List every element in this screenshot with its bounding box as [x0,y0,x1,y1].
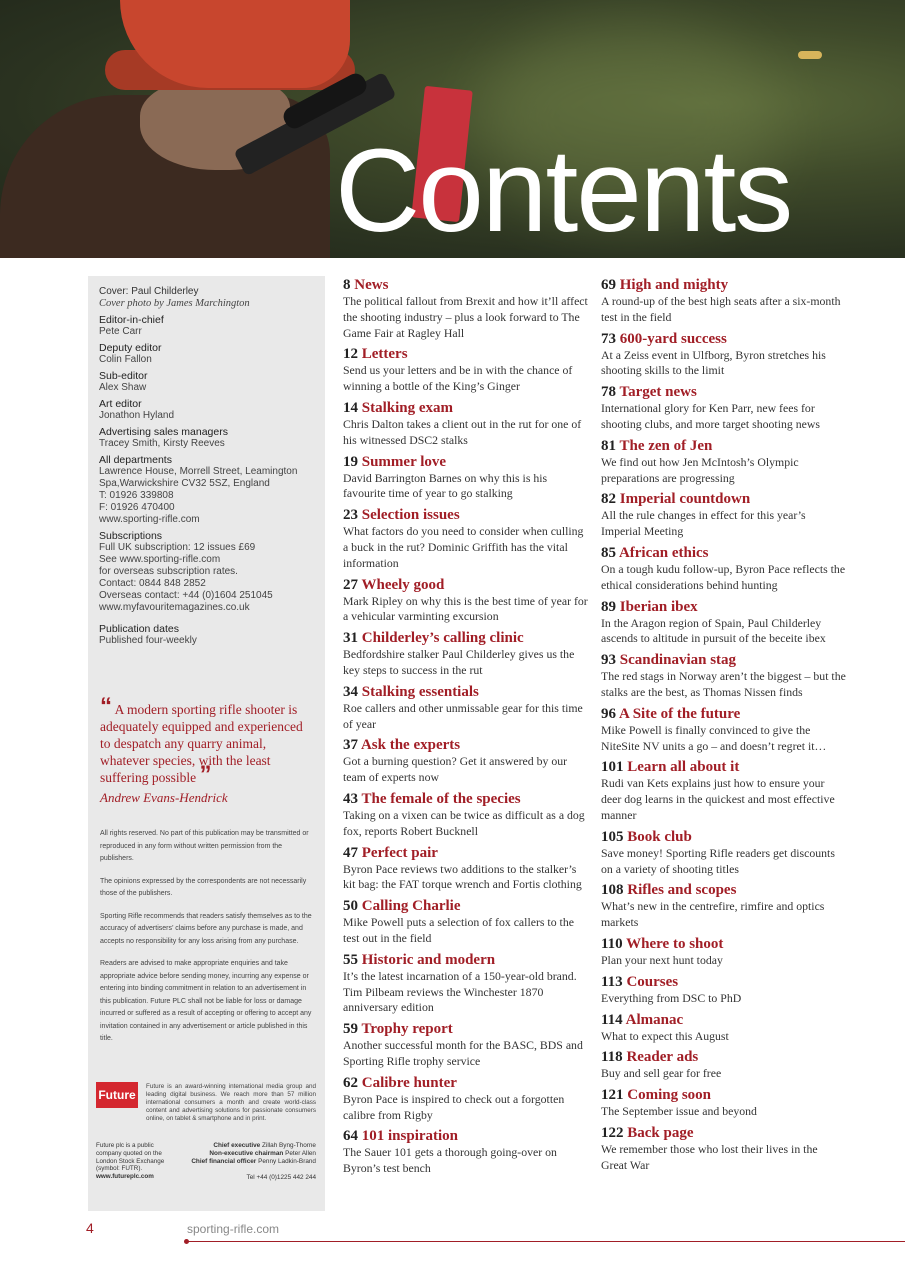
contents-entry[interactable] [343,683,588,733]
entry-page-number: 31 [343,630,358,647]
footer-url[interactable]: sporting-rifle.com [187,1222,280,1236]
entry-heading [343,629,588,647]
entry-title: 101 inspiration [361,1128,459,1145]
legal-paragraph: All rights reserved. No part of this publication may be transmitted or reproduced in any form without written permission from the publishers. [100,830,309,862]
entry-page-number: 12 [343,346,358,363]
entry-page-number: 78 [601,384,616,401]
credit-name: Alex Shaw [99,382,147,393]
entry-description: The political fallout from Brexit and how it’ll affect the shooting industry – plus a look forward to The Game Fair at Ragley Hall [343,294,588,340]
entry-description: Bedfordshire stalker Paul Childerley gives us the key steps to success in the rut [343,647,575,677]
entry-heading [343,1127,588,1145]
entry-heading [343,399,588,417]
credit-name: Jonathon Hyland [99,410,175,421]
entry-description: Send us your letters and be in with the chance of winning a bottle of the King’s Ginger [343,363,573,394]
entry-heading [601,276,846,294]
entry-heading [601,705,846,723]
contents-entry[interactable] [601,1124,846,1174]
future-url[interactable]: www.futureplc.com [96,1173,154,1181]
entry-description: Roe callers and other unmissable gear for this time of year [343,700,583,731]
entry-heading [343,576,588,594]
entry-page-number: 55 [343,951,358,968]
contents-entry[interactable] [343,790,588,840]
entry-heading [601,651,846,669]
entry-heading [601,598,846,616]
entry-page-number: 122 [601,1124,624,1141]
entry-heading [601,1124,846,1142]
contents-entry[interactable] [601,705,846,755]
hero-image [0,0,905,258]
contents-entry[interactable] [343,736,588,786]
entry-title: Stalking exam [361,399,454,416]
contents-entry[interactable] [343,951,588,1016]
contents-entry[interactable] [343,629,588,679]
credit-block [99,398,315,422]
entry-heading [601,935,846,953]
entry-description: Mark Ripley on why this is the best time of year for a vehicular varminting excursion [343,593,588,624]
credit-block [99,370,315,394]
entry-description: At a Zeiss event in Ulfborg, Byron stretches his shooting skills to the limit [601,347,826,378]
entry-page-number: 108 [601,882,624,899]
entry-title: Wheely good [361,576,445,593]
subscription-line: www.myfavouritemagazines.co.uk [99,602,250,613]
entry-title: Trophy report [361,1021,453,1038]
entry-page-number: 101 [601,759,624,776]
contents-entry[interactable] [343,506,588,571]
contents-entry[interactable] [601,598,846,648]
entry-heading [601,437,846,455]
entry-description: Plan your next hunt today [601,952,723,967]
entry-page-number: 50 [343,898,358,915]
entry-description: Everything from DSC to PhD [601,990,742,1005]
entry-description: What’s new in the centrefire, rimfire and optics markets [601,899,825,930]
entry-heading [343,683,588,701]
entry-heading [343,453,588,471]
masthead-sidebar [88,276,325,1211]
entry-description: A round-up of the best high seats after a six-month test in the field [601,294,841,324]
subscription-line: See www.sporting-rifle.com [99,554,221,565]
publication-value: Published four-weekly [99,635,197,646]
entry-description: Mike Powell is finally convinced to give the NiteSite NV units a go – and doesn’t regret it… [601,722,827,753]
entry-page-number: 89 [601,598,616,615]
credit-block [99,314,315,338]
contents-entry[interactable] [601,1048,846,1082]
entry-page-number: 105 [601,828,624,845]
entry-heading [601,490,846,508]
contents-entry[interactable] [343,897,588,947]
contents-entry[interactable] [601,544,846,594]
entry-description: We remember those who lost their lives in the Great War [601,1141,818,1172]
entry-heading [343,1074,588,1092]
entry-page-number: 59 [343,1021,358,1038]
pull-quote [100,693,315,788]
entry-description: What to expect this August [601,1028,729,1043]
contents-entry[interactable] [601,276,846,326]
entry-heading [343,345,588,363]
contents-entry[interactable] [601,973,846,1007]
executive-role: Non-executive chairman [209,1149,284,1157]
entry-heading [343,1020,588,1038]
subscription-line: Contact: 0844 848 2852 [99,578,206,589]
contents-entry[interactable] [601,490,846,540]
entry-page-number: 96 [601,705,616,722]
contents-entry[interactable] [343,276,588,341]
bullet-trail [798,51,822,59]
address-line: Spa,Warwickshire CV32 5SZ, England [99,478,270,489]
page-title: Contents [335,125,792,257]
entry-heading [601,973,846,991]
entry-title: Iberian ibex [619,598,698,615]
entry-title: Back page [627,1124,694,1141]
entry-title: Almanac [625,1011,684,1028]
entry-title: Scandinavian stag [619,652,737,669]
entry-description: The red stags in Norway aren’t the biggest – but the stalks are the best, as Thomas Nissen finds [601,669,846,699]
contents-entry[interactable] [601,330,846,380]
credit-name: Tracey Smith, Kirsty Reeves [99,438,225,449]
entry-title: Perfect pair [361,844,438,861]
legal-paragraph: The opinions expressed by the correspondents are not necessarily those of the publishers. [100,877,307,897]
subscription-line: Overseas contact: +44 (0)1604 251045 [99,590,273,601]
cover-photo-credit: Cover photo by James Marchington [99,298,250,309]
entry-heading [343,790,588,808]
entry-title: Historic and modern [361,951,496,968]
quote-author: Andrew Evans-Hendrick [100,790,228,805]
entry-description: Mike Powell puts a selection of fox callers to the test out in the field [343,915,574,945]
contents-entry[interactable] [601,828,846,878]
entry-heading [343,951,588,969]
entry-description: Taking on a vixen can be twice as difficult as a dog fox, reports Robert Bucknell [343,807,585,838]
contents-entry[interactable] [343,844,588,894]
contents-entry[interactable] [601,935,846,969]
legal-paragraph: Sporting Rifle recommends that readers satisfy themselves as to the accuracy of advertisers’ claims before any purchase is made, and accepts no responsibility for any loss arising from any purchase. [100,912,312,945]
page-number: 4 [86,1220,94,1236]
contents-entry[interactable] [343,1074,588,1124]
legal-paragraph: Readers are advised to make appropriate enquiries and take appropriate advice before sending money, incurring any expense or entering into binding commitment in relation to an advertisement in this publication. Future PLC shall not be liable for loss or damage incurred or suffered as a result of accepting or offering to accept any invitation contained in any advertisement or article published in this title. [100,960,312,1042]
entry-description: Got a burning question? Get it answered by our team of experts now [343,754,568,785]
publication-label: Publication dates [99,623,179,635]
entry-description: All the rule changes in effect for this year’s Imperial Meeting [601,508,806,539]
subscriptions-block [99,530,315,614]
contents-entry[interactable] [601,1011,846,1045]
entry-description: Byron Pace is inspired to check out a forgotten calibre from Rigby [343,1091,565,1122]
entry-page-number: 81 [601,437,616,454]
entry-heading [343,844,588,862]
footer-rule [186,1241,905,1242]
quote-text: A modern sporting rifle shooter is adequately equipped and experienced to despatch any quarry animal, whatever species, with the least suffering possible [100,702,303,785]
future-logo: Future [96,1082,138,1108]
entry-page-number: 19 [343,453,358,470]
entry-description: Rudi van Kets explains just how to ensure your deer dog learns in the quickest and most effective manner [601,776,835,822]
contents-entry[interactable] [601,881,846,931]
entry-title: Target news [619,384,697,401]
entry-description: International glory for Ken Parr, new fees for shooting clubs, and more target shooting news [601,401,820,431]
entry-description: Byron Pace reviews two additions to the stalker’s kit bag: the FAT torque wrench and Fortis clothing [343,861,582,892]
entry-description: The Sauer 101 gets a thorough going-over on Byron’s test bench [343,1145,557,1176]
entry-title: Courses [626,973,679,990]
entry-title: Coming soon [627,1087,712,1104]
entry-heading [601,383,846,401]
entry-title: Summer love [361,453,447,470]
entry-description: What factors do you need to consider when culling a buck in the rut? Dominic Griffith has the vital information [343,524,584,570]
entry-title: Where to shoot [626,935,724,952]
contents-column-left [343,276,588,1181]
entry-description: It’s the latest incarnation of a 150-year-old brand. Tim Pilbeam reviews the Winchester 1870 anniversary edition [343,968,577,1015]
entry-page-number: 14 [343,399,358,416]
entry-title: Selection issues [361,507,460,524]
entry-description: Another successful month for the BASC, BDS and Sporting Rifle trophy service [343,1038,583,1068]
future-telephone: Tel +44 (0)1225 442 244 [246,1174,316,1181]
entry-title: Rifles and scopes [627,882,737,899]
executive-line [163,1158,316,1166]
legal-notice [100,828,315,1056]
entry-title: Ask the experts [360,737,461,754]
entry-description: Buy and sell gear for free [601,1066,722,1081]
credit-block [99,342,315,366]
departments-block [99,454,315,526]
staff-credits [99,314,315,450]
company-info-text: Future plc is a public company quoted on the London Stock Exchange (symbol: FUTR). [96,1142,165,1173]
subscription-line: Full UK subscription: 12 issues £69 [99,542,256,553]
contents-entry[interactable] [343,399,588,449]
entry-heading [343,276,588,294]
contents-column-right [601,276,846,1178]
entry-description: In the Aragon region of Spain, Paul Childerley ascends to altitude in pursuit of the beceite ibex [601,615,826,646]
entry-description: On a tough kudu follow-up, Byron Pace reflects the ethical considerations behind hunting [601,561,846,592]
entry-heading [601,881,846,899]
entry-heading [601,828,846,846]
cover-label: Cover: [99,286,129,297]
entry-page-number: 82 [601,491,616,508]
entry-heading [601,544,846,562]
entry-title: Learn all about it [627,759,740,776]
executive-line [163,1150,316,1158]
entry-title: The zen of Jen [619,437,713,454]
entry-heading [601,758,846,776]
credit-role: Advertising sales managers [99,426,228,438]
executive-role: Chief executive [213,1142,261,1149]
entry-page-number: 73 [601,330,616,347]
entry-title: Reader ads [626,1049,699,1066]
credit-name: Pete Carr [99,326,142,337]
entry-description: David Barrington Barnes on why this is his favourite time of year to go stalking [343,470,548,501]
entry-title: Imperial countdown [619,491,751,508]
executive-name: Peter Allen [285,1149,316,1157]
contents-entry[interactable] [343,576,588,626]
entry-heading [601,1011,846,1029]
credit-role: Editor-in-chief [99,314,164,326]
entry-title: Letters [361,346,408,363]
entry-heading [343,897,588,915]
website: www.sporting-rifle.com [99,514,200,525]
contents-entry[interactable] [343,1127,588,1177]
entry-page-number: 47 [343,844,358,861]
publication-block [99,623,315,647]
entry-title: Stalking essentials [361,683,479,700]
entry-page-number: 114 [601,1011,623,1028]
entry-page-number: 64 [343,1128,358,1145]
entry-page-number: 110 [601,935,623,952]
entry-description: The September issue and beyond [601,1104,757,1119]
entry-page-number: 43 [343,790,358,807]
entry-page-number: 37 [343,737,358,754]
cover-value: Paul Childerley [131,286,199,297]
subscription-line: for overseas subscription rates. [99,566,238,577]
entry-title: 600-yard success [619,330,727,347]
entry-title: A Site of the future [618,705,741,722]
entry-page-number: 93 [601,652,616,669]
executive-line [163,1142,316,1150]
contents-entry[interactable] [343,345,588,395]
contents-entry[interactable] [343,1020,588,1070]
credit-role: Deputy editor [99,342,162,354]
entry-description: Chris Dalton takes a client out in the rut for one of his witnessed DSC2 stalks [343,416,582,447]
entry-page-number: 8 [343,277,351,293]
credit-block [99,426,315,450]
credit-role: Sub-editor [99,370,148,382]
entry-description: We find out how Jen McIntosh’s Olympic preparations are progressing [601,454,799,485]
open-quote-icon: “ [100,693,112,720]
future-description: Future is an award-winning international media group and leading digital business. We reach more than 57 million international consumers a month and create world-class content and advertising solutions for passionate consumers online, on tablet & smartphone and in print. [146,1083,316,1122]
address-line: Lawrence House, Morrell Street, Leamington [99,466,298,477]
entry-page-number: 62 [343,1074,358,1091]
entry-title: High and mighty [619,277,729,293]
contents-entry[interactable] [601,1086,846,1120]
entry-heading [343,736,588,754]
entry-title: African ethics [618,544,709,561]
telephone: T: 01926 339808 [99,490,174,501]
cover-credit [99,286,315,310]
entry-page-number: 34 [343,683,358,700]
entry-page-number: 27 [343,576,358,593]
entry-title: News [354,277,389,293]
entry-title: Book club [627,828,692,845]
entry-title: Calling Charlie [361,898,461,915]
credit-name: Colin Fallon [99,354,152,365]
contents-entry[interactable] [601,383,846,433]
executive-role: Chief financial officer [191,1157,257,1165]
credit-role: Art editor [99,398,142,410]
contents-entry[interactable] [601,651,846,701]
entry-heading [601,1048,846,1066]
entry-description: Save money! Sporting Rifle readers get discounts on a variety of shooting titles [601,845,835,876]
entry-heading [601,330,846,348]
contents-entry[interactable] [343,453,588,503]
close-quote-icon: ” [199,761,212,788]
fax: F: 01926 470400 [99,502,175,513]
entry-title: The female of the species [361,790,521,807]
entry-heading [601,1086,846,1104]
entry-page-number: 118 [601,1049,623,1066]
executives-list [163,1142,316,1165]
entry-title: Calibre hunter [361,1074,457,1091]
subscriptions-label: Subscriptions [99,530,163,542]
contents-entry[interactable] [601,437,846,487]
entry-title: Childerley’s calling clinic [361,630,524,647]
executive-name: Zillah Byng-Thorne [262,1142,316,1149]
contents-entry[interactable] [601,758,846,823]
entry-heading [343,506,588,524]
departments-label: All departments [99,454,172,466]
entry-page-number: 69 [601,277,616,293]
entry-page-number: 85 [601,544,616,561]
entry-page-number: 113 [601,973,623,990]
entry-page-number: 23 [343,507,358,524]
entry-page-number: 121 [601,1087,624,1104]
executive-name: Penny Ladkin-Brand [258,1157,316,1165]
